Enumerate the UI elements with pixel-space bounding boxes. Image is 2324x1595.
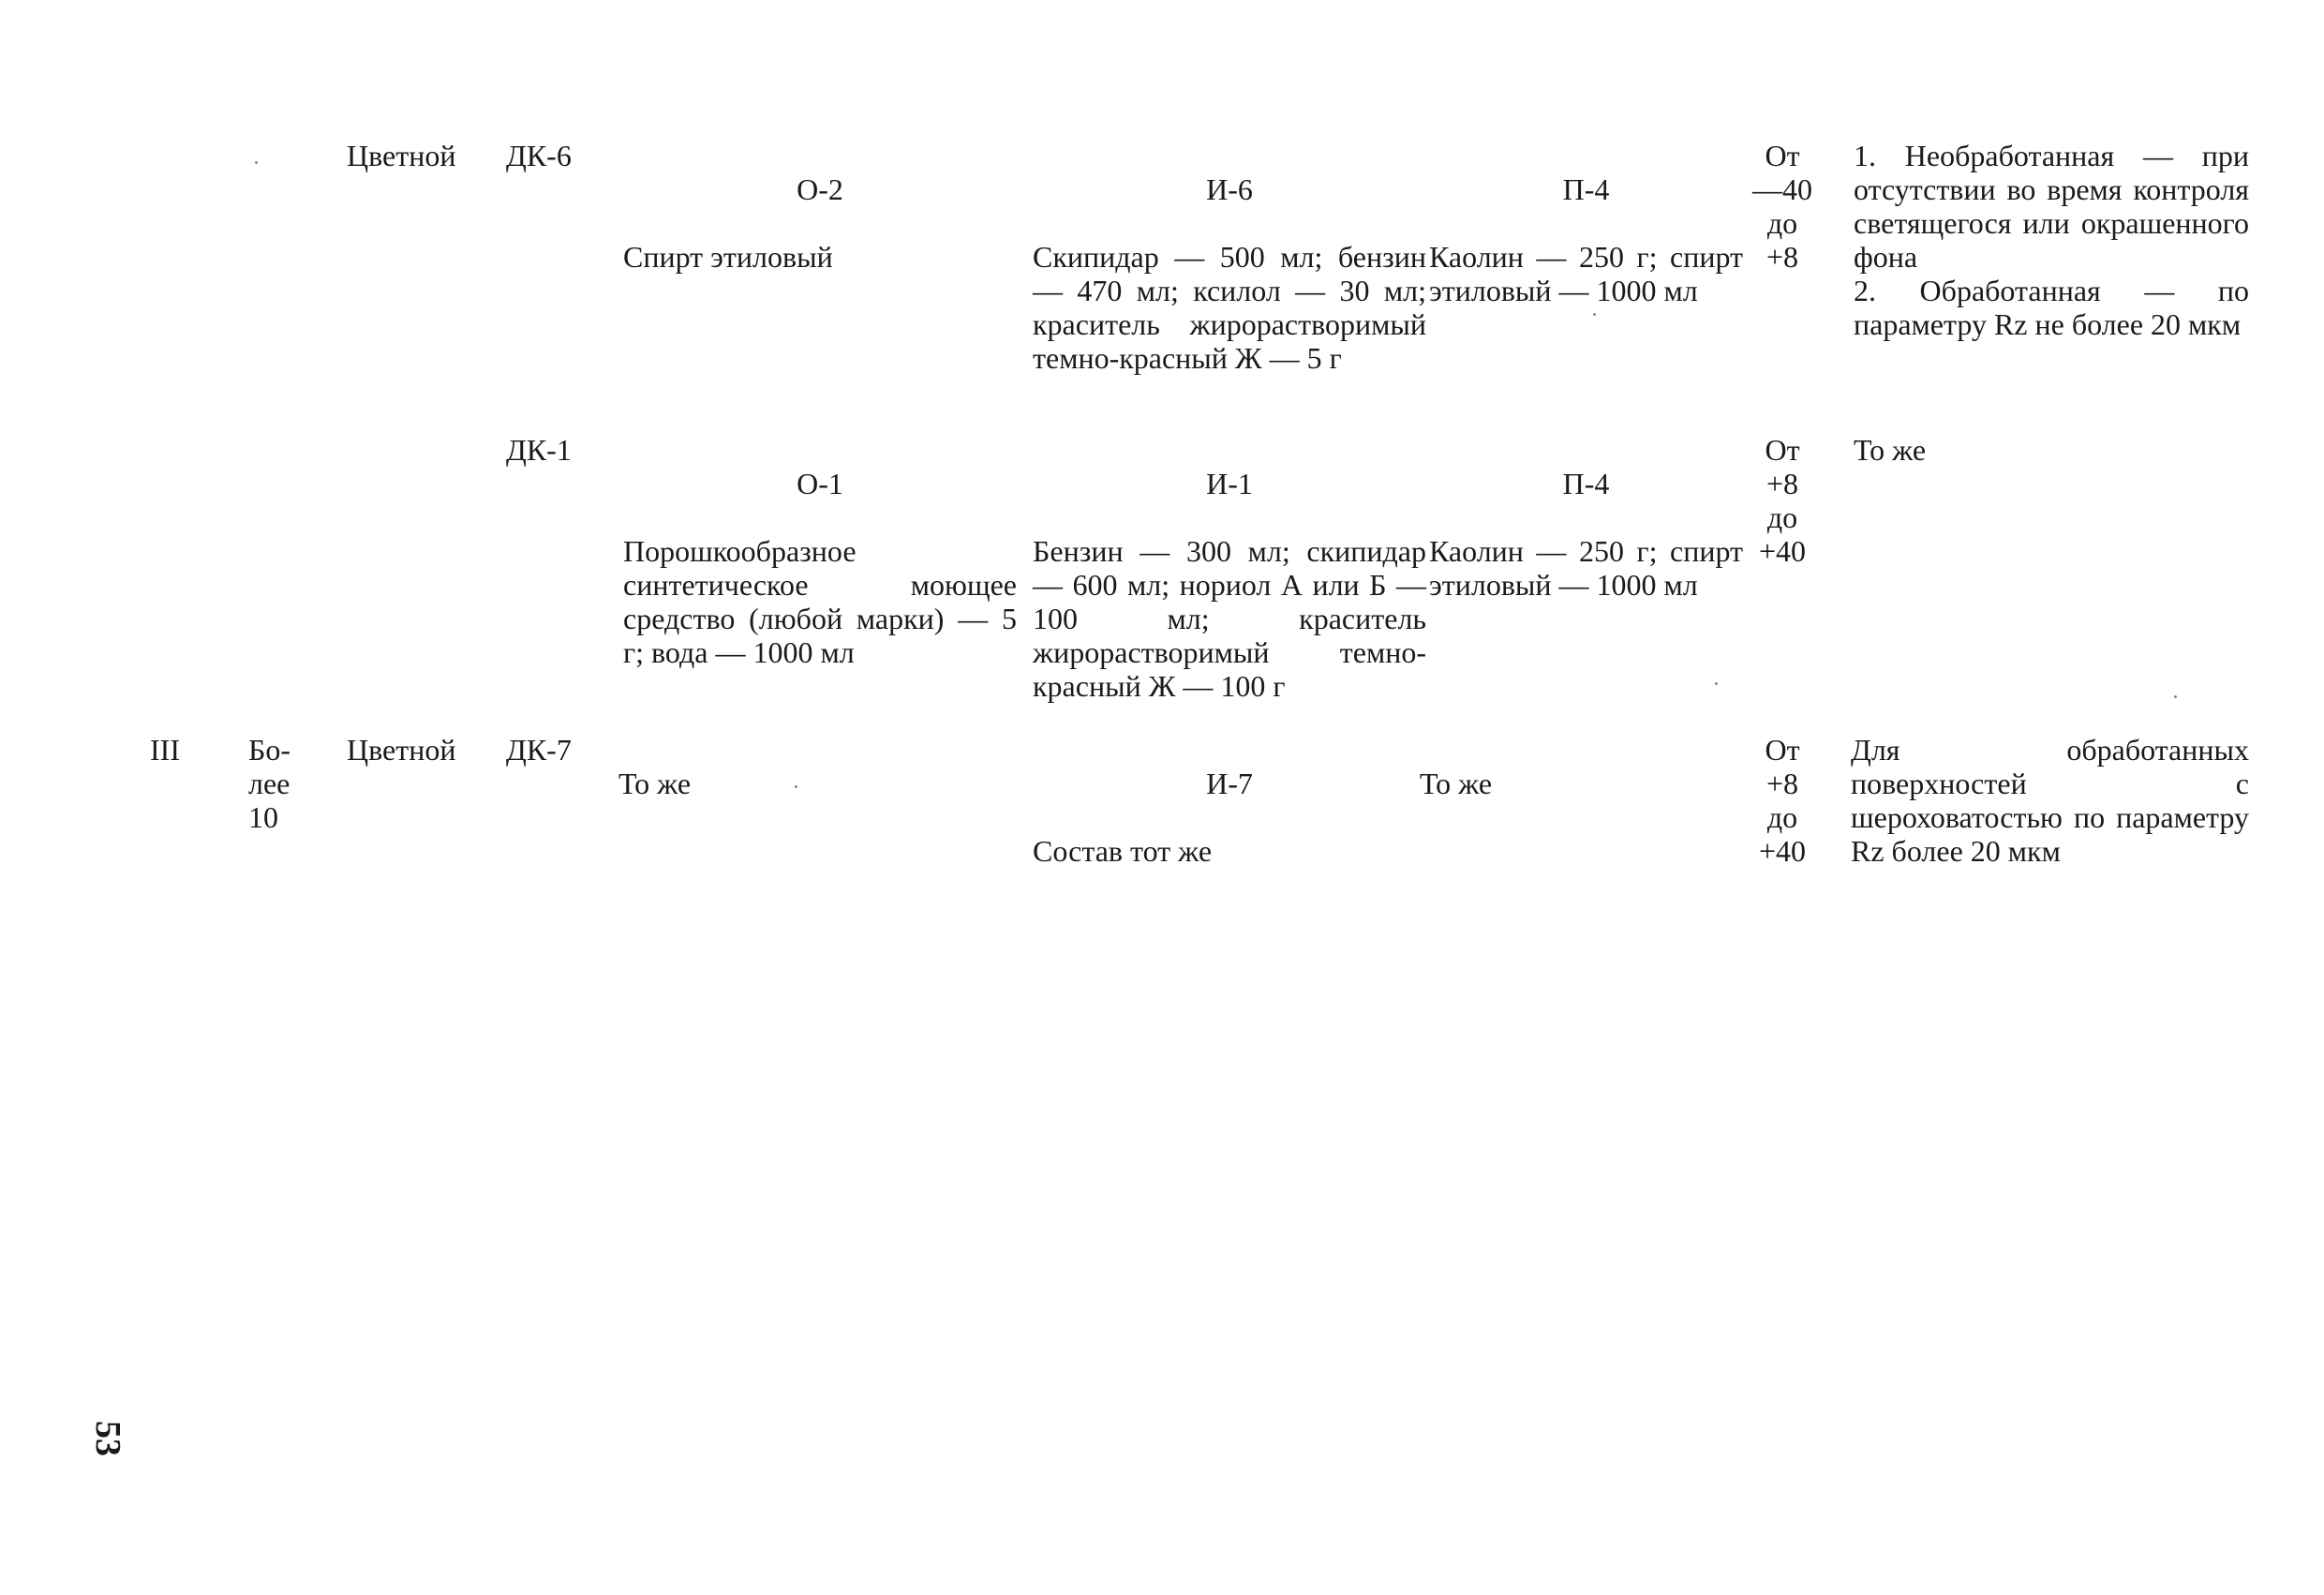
- penetrant-text: Бензин — 300 мл; скипидар — 600 мл; нориол А или Б — 100 мл; краситель жирорастворимый темно-красный Ж — 100 г: [1033, 534, 1426, 703]
- developer-code: П-4: [1562, 467, 1610, 500]
- developer-cell: [1429, 433, 1743, 635]
- scan-speck: [255, 161, 258, 164]
- flaw-set: ДК-7: [506, 733, 572, 767]
- cleaner-text: То же: [618, 767, 692, 800]
- developer-code: П-4: [1562, 172, 1610, 206]
- developer-cell: [1420, 733, 1734, 834]
- scan-speck: [795, 785, 797, 788]
- roughness-value: Бо- лее 10: [248, 733, 291, 834]
- notes-text: Для обработанных поверхностей с шероховатостью по параметру Rz более 20 мкм: [1851, 733, 2249, 868]
- scan-speck: [2174, 695, 2177, 698]
- notes-text: 1. Необработанная — при отсутствии во время контроля светящегося или окрашенного фона 2. Обработанная — по параметру Rz не более 20 мкм: [1854, 139, 2249, 341]
- temperature-range: От +8 до +40: [1758, 733, 1807, 868]
- page-number: 53: [88, 1421, 127, 1456]
- material-type: Цветной: [347, 139, 456, 172]
- cleaner-cell: [623, 433, 1017, 703]
- developer-text: То же: [1420, 767, 1493, 800]
- penetrant-text: Скипидар — 500 мл; бензин — 470 мл; ксилол — 30 мл; краситель жирорастворимый темно-красный Ж — 5 г: [1033, 240, 1426, 375]
- notes-text: То же: [1854, 433, 1927, 467]
- developer-text: Каолин — 250 г; спирт этиловый — 1000 мл: [1429, 240, 1743, 307]
- penetrant-code: И-1: [1206, 467, 1253, 500]
- developer-text: Каолин — 250 г; спирт этиловый — 1000 мл: [1429, 534, 1743, 602]
- cleaner-cell: [623, 139, 1017, 307]
- scan-speck: [1715, 682, 1718, 685]
- material-type: Цветной: [347, 733, 456, 767]
- sensitivity-group: III: [150, 733, 180, 767]
- scan-speck: [1593, 313, 1596, 316]
- penetrant-cell: [1033, 433, 1426, 737]
- cleaner-code: О-1: [797, 467, 843, 500]
- penetrant-code: И-7: [1206, 767, 1253, 800]
- penetrant-cell: [1033, 139, 1426, 409]
- temperature-range: От —40 до +8: [1752, 139, 1812, 274]
- flaw-set: ДК-1: [506, 433, 572, 467]
- developer-cell: [1429, 139, 1743, 341]
- penetrant-code: И-6: [1206, 172, 1253, 206]
- flaw-set: ДК-6: [506, 139, 572, 172]
- cleaner-cell: [618, 733, 1012, 834]
- temperature-range: От +8 до +40: [1758, 433, 1807, 568]
- cleaner-text: Спирт этиловый: [623, 240, 833, 274]
- cleaner-code: О-2: [797, 172, 843, 206]
- penetrant-cell: [1033, 733, 1426, 902]
- cleaner-text: Порошкообразное синтетическое моющее средство (любой марки) — 5 г; вода — 1000 мл: [623, 534, 1017, 669]
- penetrant-text: Состав тот же: [1033, 834, 1213, 868]
